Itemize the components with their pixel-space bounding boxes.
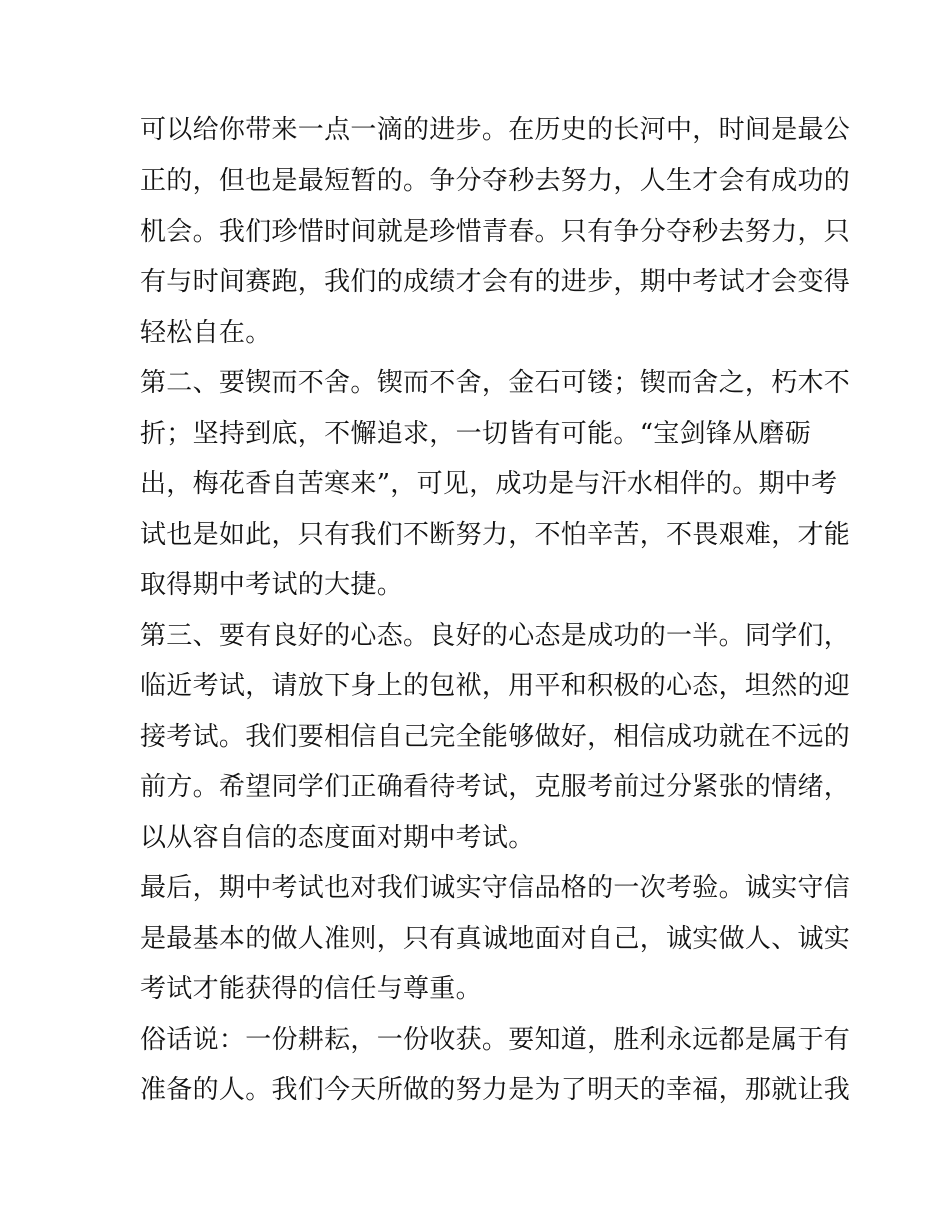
text-line: 前方。希望同学们正确看待考试，克服考前过分紧张的情绪，	[140, 772, 851, 802]
text-line: 折；坚持到底，不懈追求，一切皆有可能。“宝剑锋从磨砺	[140, 419, 812, 449]
text-line: 考试才能获得的信任与尊重。	[140, 974, 482, 1004]
text-line: 准备的人。我们今天所做的努力是为了明天的幸福，那就让我	[140, 1075, 851, 1105]
text-line: 以从容自信的态度面对期中考试。	[140, 823, 535, 853]
text-line: 出，梅花香自苦寒来”，可见，成功是与汗水相伴的。期中考	[140, 469, 838, 499]
text-line: 接考试。我们要相信自己完全能够做好，相信成功就在不远的	[140, 722, 851, 752]
text-line: 是最基本的做人准则，只有真诚地面对自己，诚实做人、诚实	[140, 924, 851, 954]
text-line: 第二、要锲而不舍。锲而不舍，金石可镂；锲而舍之，朽木不	[140, 368, 851, 398]
text-line: 有与时间赛跑，我们的成绩才会有的进步，期中考试才会变得	[140, 267, 851, 297]
text-line: 试也是如此，只有我们不断努力，不怕辛苦，不畏艰难，才能	[140, 520, 851, 550]
text-line: 第三、要有良好的心态。良好的心态是成功的一半。同学们，	[140, 621, 851, 651]
text-line: 正的，但也是最短暂的。争分夺秒去努力，人生才会有成功的	[140, 166, 851, 196]
text-line: 机会。我们珍惜时间就是珍惜青春。只有争分夺秒去努力，只	[140, 217, 851, 247]
text-line: 可以给你带来一点一滴的进步。在历史的长河中，时间是最公	[140, 115, 851, 145]
text-line: 轻松自在。	[140, 318, 272, 348]
text-line: 俗话说：一份耕耘，一份收获。要知道，胜利永远都是属于有	[140, 1025, 851, 1055]
text-line: 临近考试，请放下身上的包袱，用平和积极的心态，坦然的迎	[140, 671, 851, 701]
text-line: 取得期中考试的大捷。	[140, 570, 404, 600]
text-line: 最后，期中考试也对我们诚实守信品格的一次考验。诚实守信	[140, 873, 851, 903]
